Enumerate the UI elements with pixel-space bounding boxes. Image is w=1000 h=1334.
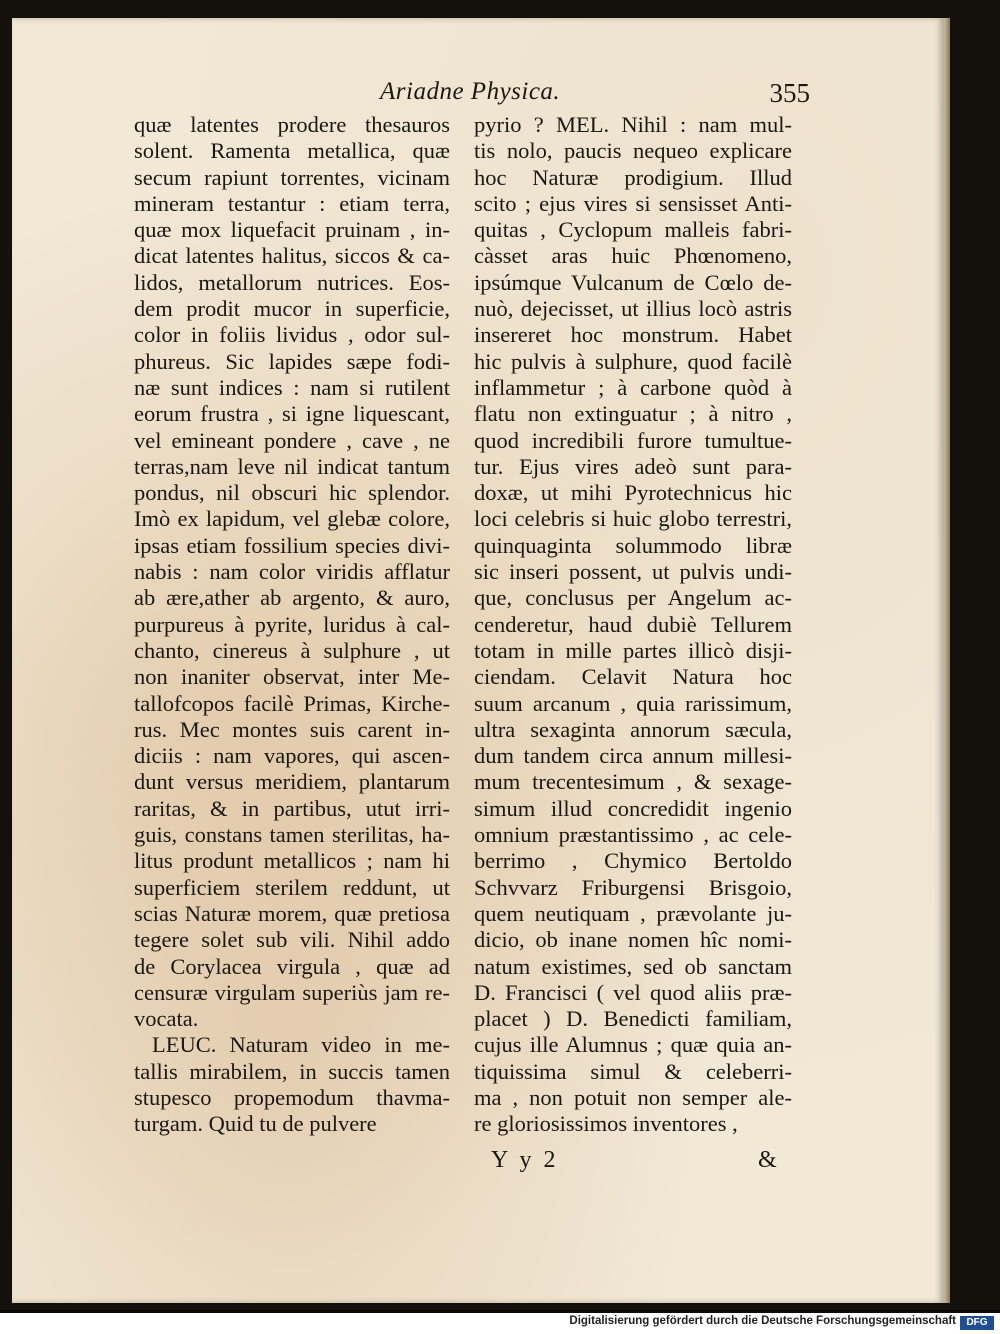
text-line: terras,nam leve nil indicat tantum: [134, 453, 450, 479]
text-line: flatu non extinguatur ; à nitro ,: [474, 401, 792, 427]
text-line: dicat latentes halitus, siccos & ca-: [134, 243, 450, 269]
text-line: natum existimes, sed ob sanctam: [474, 953, 792, 979]
credit-text: Digitalisierung gefördert durch die Deutsche Forschungsgemeinschaft: [569, 1315, 956, 1327]
text-line: pyrio ? MEL. Nihil : nam mul-: [474, 112, 792, 137]
text-line: nuò, dejecisset, ut illius locò astris: [474, 296, 792, 322]
text-line: dem prodit mucor in superficie,: [134, 296, 450, 322]
text-line: non inaniter observat, inter Me-: [134, 664, 450, 690]
text-line: dunt versus meridiem, plantarum: [134, 769, 450, 795]
text-line: quitas , Cyclopum malleis fabri-: [474, 217, 792, 243]
text-line: tallis mirabilem, in succis tamen: [134, 1058, 450, 1084]
text-line: placet ) D. Benedicti familiam,: [474, 1006, 792, 1032]
text-line: raritas, & in partibus, utut irri-: [134, 795, 450, 821]
text-line: nabis : nam color viridis afflatur: [134, 559, 450, 585]
text-line: berrimo , Chymico Bertoldo: [474, 848, 792, 874]
signature-mark: Y y 2: [491, 1147, 559, 1173]
page-edge: [944, 18, 950, 1303]
text-line: purpureus à pyrite, luridus à cal-: [134, 611, 450, 637]
text-line: de Corylacea virgula , quæ ad: [134, 953, 450, 979]
text-line: ma , non potuit non semper ale-: [474, 1084, 792, 1110]
text-line: ultra sexaginta annorum sæcula,: [474, 716, 792, 742]
text-line: diciis : nam vapores, qui ascen-: [134, 743, 450, 769]
text-line: quod incredibili furore tumultue-: [474, 427, 792, 453]
text-line: quinquaginta solummodo libræ: [474, 532, 792, 558]
text-line: Schvvarz Friburgensi Brisgoio,: [474, 874, 792, 900]
text-line: que, conclusus per Angelum ac-: [474, 585, 792, 611]
text-line: omnium præstantissimo , ac cele-: [474, 822, 792, 848]
text-line: eorum frustra , si igne liquescant,: [134, 401, 450, 427]
text-line: quæ mox liquefacit pruinam , in-: [134, 217, 450, 243]
text-line: quem neutiquam , prævolante ju-: [474, 900, 792, 926]
text-line: dicio, ob inane nomen hîc nomi-: [474, 927, 792, 953]
text-line: color in foliis lividus , odor sul-: [134, 322, 450, 348]
text-line: suum arcanum , quia rarissimum,: [474, 690, 792, 716]
text-line: litus produnt metallicos ; nam hi: [134, 848, 450, 874]
text-line: sic inseri possent, ut pulvis undi-: [474, 559, 792, 585]
text-line: Imò ex lapidum, vel glebæ colore,: [134, 506, 450, 532]
text-line: rus. Mec montes suis carent in-: [134, 716, 450, 742]
text-line: re gloriosissimos inventores ,: [474, 1111, 738, 1137]
text-line: dum tandem circa annum millesi-: [474, 743, 792, 769]
text-line: chanto, cinereus à sulphure , ut: [134, 637, 450, 663]
text-line: censuræ virgulam superiùs jam re-: [134, 979, 450, 1005]
text-line: ab ære,ather ab argento, & auro,: [134, 585, 450, 611]
text-line: superficiem sterilem reddunt, ut: [134, 874, 450, 900]
text-line: secum rapiunt torrentes, vicinam: [134, 164, 450, 190]
credit-bar: [0, 1313, 1000, 1334]
text-line: doxæ, ut mihi Pyrotechnicus hic: [474, 480, 792, 506]
text-line: mum trecentesimum , & sexage-: [474, 769, 792, 795]
running-title: Ariadne Physica.: [380, 78, 561, 105]
text-line: lidos, metallorum nutrices. Eos-: [134, 269, 450, 295]
text-line: simum illud concredidit ingenio: [474, 795, 792, 821]
text-line: ipsas etiam fossilium species divi-: [134, 532, 450, 558]
text-line: pondus, nil obscuri hic splendor.: [134, 480, 450, 506]
text-line: totam in mille partes illicò disji-: [474, 637, 792, 663]
text-line: stupesco propemodum thavma-: [134, 1084, 450, 1110]
text-line: càsset aras huic Phœnomeno,: [474, 243, 792, 269]
text-line: guis, constans tamen sterilitas, ha-: [134, 822, 450, 848]
text-line: LEUC. Naturam video in me-: [152, 1032, 450, 1058]
text-line: phureus. Sic lapides sæpe fodi-: [134, 348, 450, 374]
dfg-logo: DFG: [960, 1316, 994, 1330]
text-line: scito ; ejus vires si sensisset Anti-: [474, 190, 792, 216]
text-line: vocata.: [134, 1006, 199, 1032]
text-line: solent. Ramenta metallica, quæ: [134, 138, 450, 164]
text-line: cujus ille Alumnus ; quæ quia an-: [474, 1032, 792, 1058]
text-line: loci celebris si huic globo terrestri,: [474, 506, 792, 532]
text-line: tiquissima simul & celeberri-: [474, 1058, 792, 1084]
text-line: ipsúmque Vulcanum de Cœlo de-: [474, 269, 792, 295]
right-text-column: [474, 112, 792, 1138]
text-line: næ sunt indices : nam si rutilent: [134, 374, 450, 400]
text-line: hoc Naturæ prodigium. Illud: [474, 164, 792, 190]
text-line: D. Francisci ( vel quod aliis præ-: [474, 979, 792, 1005]
left-text-column: [134, 112, 450, 1138]
text-line: scias Naturæ morem, quæ pretiosa: [134, 900, 450, 926]
text-line: hic pulvis à sulphure, quod facilè: [474, 348, 792, 374]
text-line: vel emineant pondere , cave , ne: [134, 427, 450, 453]
text-line: inflammetur ; à carbone quòd à: [474, 374, 792, 400]
text-line: tur. Ejus vires adeò sunt para-: [474, 453, 792, 479]
text-line: insereret hoc monstrum. Habet: [474, 322, 792, 348]
text-line: quæ latentes prodere thesauros: [134, 112, 450, 137]
text-line: ciendam. Celavit Natura hoc: [474, 664, 792, 690]
text-line: tis nolo, paucis nequeo explicare: [474, 138, 792, 164]
text-line: mineram testantur : etiam terra,: [134, 190, 450, 216]
text-line: tegere solet sub vili. Nihil addo: [134, 927, 450, 953]
text-line: tallofcopos facilè Primas, Kirche-: [134, 690, 450, 716]
page-number: 355: [769, 78, 810, 108]
catchword: &: [758, 1147, 777, 1173]
text-line: turgam. Quid tu de pulvere: [134, 1111, 377, 1137]
text-line: cenderetur, haud dubiè Tellurem: [474, 611, 792, 637]
